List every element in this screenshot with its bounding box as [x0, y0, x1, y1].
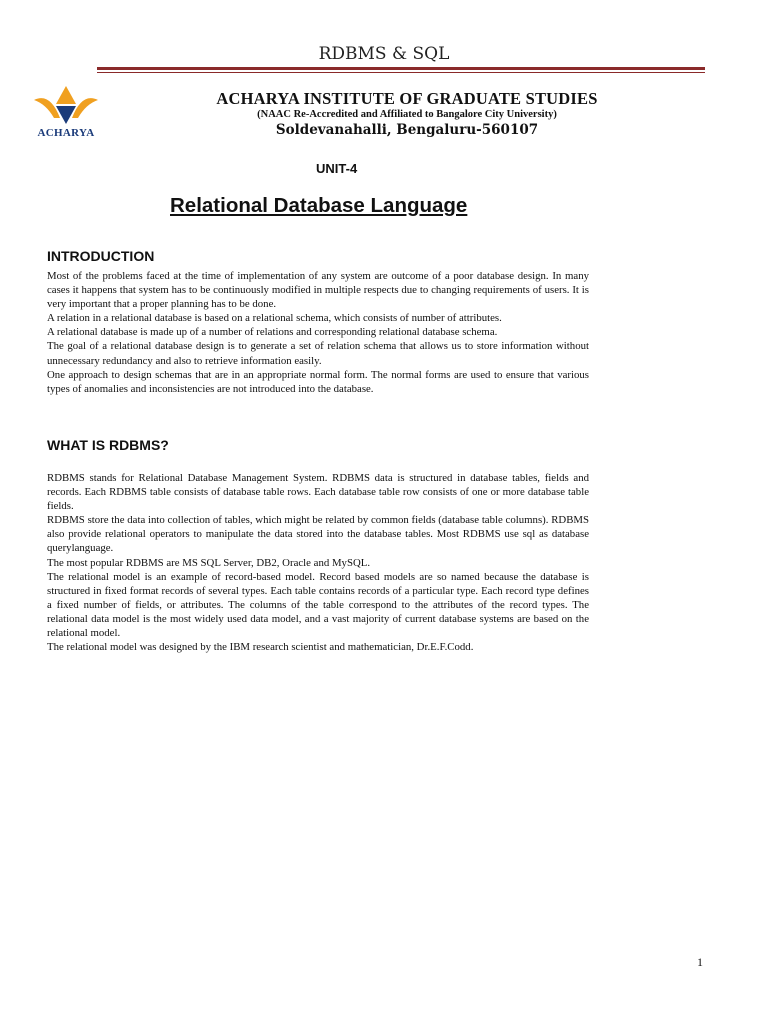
logo-text: ACHARYA: [37, 127, 95, 139]
page-number: 1: [697, 955, 703, 969]
acharya-logo: [32, 82, 100, 140]
paragraph: Most of the problems faced at the time of implementation of any system are outcome of a poor database design. In many cases it happens that system has to be continuously modified in multiple respects due to changing requirements of users. It is very important that a proper planning has to be done.: [47, 270, 589, 311]
header-rule-thin: [97, 72, 705, 73]
paragraph: The goal of a relational database design is to generate a set of relation schema that allows us to store information without unnecessary redundancy and also to retrieve information easily.: [47, 340, 589, 367]
header-rule-thick: [97, 67, 705, 70]
section-heading-rdbms: WHAT IS RDBMS?: [47, 437, 169, 453]
section-heading-introduction: INTRODUCTION: [47, 248, 155, 264]
section-body-rdbms: [47, 471, 589, 654]
paragraph: The most popular RDBMS are MS SQL Server, DB2, Oracle and MySQL.: [47, 556, 371, 569]
paragraph: One approach to design schemas that are in an appropriate normal form. The normal forms are used to ensure that various types of anomalies and inconsistencies are not introduced into the database.: [47, 368, 589, 395]
running-header: RDBMS & SQL: [318, 44, 450, 64]
institute-name: ACHARYA INSTITUTE OF GRADUATE STUDIES: [216, 89, 598, 108]
paragraph: A relation in a relational database is based on a relational schema, which consists of number of attributes.: [47, 312, 502, 325]
paragraph: RDBMS stands for Relational Database Management System. RDBMS data is structured in database tables, fields and records. Each RDBMS table consists of database table rows. Each database table row consists of one or more database table fields.: [47, 472, 589, 513]
paragraph: The relational model is an example of record-based model. Record based models are so named because the database is structured in fixed format records of several types. Each table contains records of a particular type. Each record type defines a fixed number of fields, or attributes. The columns of the table correspond to the attributes of the record types. The relational data model is the most widely used data model, and a vast majority of current database systems are based on the relational model.: [47, 570, 589, 640]
document-title: Relational Database Language: [170, 194, 468, 217]
institute-address: Soldevanahalli, Bengaluru-560107: [275, 122, 539, 138]
paragraph: The relational model was designed by the IBM research scientist and mathematician, Dr.E.F.Codd.: [47, 641, 474, 654]
section-body-introduction: [47, 269, 589, 396]
logo-emblem-icon: [32, 82, 100, 128]
paragraph: RDBMS store the data into collection of tables, which might be related by common fields (database table columns). RDBMS also provide relational operators to manipulate the data stored into the database tables. Most RDBMS use sql as database querylanguage.: [47, 514, 589, 555]
paragraph: A relational database is made up of a number of relations and corresponding relational database schema.: [47, 326, 498, 339]
unit-label: UNIT-4: [316, 161, 358, 176]
institute-accreditation: (NAAC Re-Accredited and Affiliated to Bangalore City University): [257, 109, 557, 120]
